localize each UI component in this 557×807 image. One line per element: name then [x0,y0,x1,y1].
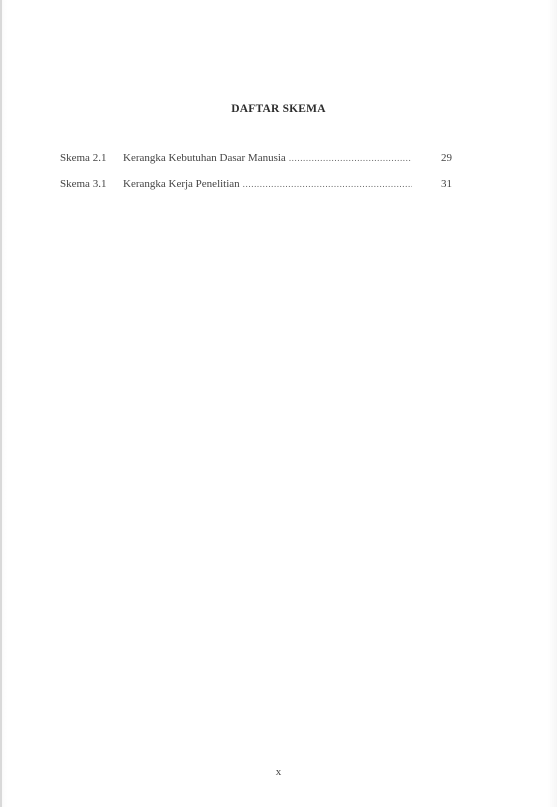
toc-leader-dots [243,179,412,189]
toc-entry-page: 29 [441,152,452,164]
page-number: x [275,766,282,778]
toc-entry [60,178,452,204]
toc-entry-label: Skema 3.1 [60,178,107,190]
toc-leader-dots [289,153,412,163]
toc-entry-title: Kerangka Kebutuhan Dasar Manusia [123,152,286,164]
toc-entry-label: Skema 2.1 [60,152,107,164]
table-of-schemes [60,152,452,204]
page-edge-shadow [0,0,2,807]
toc-entry-title: Kerangka Kerja Penelitian [123,178,240,190]
toc-entry-page: 31 [441,178,452,190]
toc-entry [60,152,452,178]
page-title: DAFTAR SKEMA [231,103,326,115]
